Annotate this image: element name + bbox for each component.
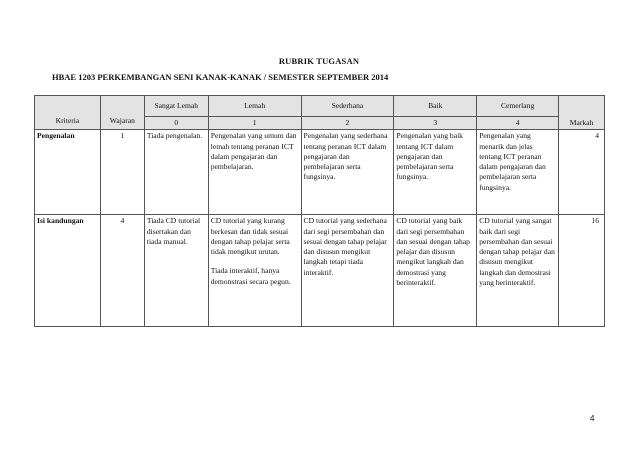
header-score: 4 [477,117,559,130]
header-score: 3 [394,117,477,130]
header-level: Lemah [208,96,301,117]
header-kriteria: Kriteria [35,96,101,130]
table-row [35,130,605,215]
rubric-cell: CD tutorial yang kurang berkesan dan tidak sesuai dengan tahap pelajar serta tidak mengikut urutan. Tiada interaktif, hanya demonstrasi secara pegun. [208,215,301,327]
header-wajaran: Wajaran [100,96,144,130]
row-kriteria: Isi kandungan [35,215,101,327]
rubric-cell: Tiada pengenalan. [144,130,208,215]
header-level: Sederhana [301,96,394,117]
rubric-table [34,95,605,327]
header-level: Cemerlang [477,96,559,117]
header-score: 1 [208,117,301,130]
header-score: 0 [144,117,208,130]
document-subtitle: HBAE 1203 PERKEMBANGAN SENI KANAK-KANAK / SEMESTER SEPTEMBER 2014 [52,72,389,82]
rubric-cell: Tiada CD tutorial disertakan dan tiada manual. [144,215,208,327]
row-wajaran: 1 [100,130,144,215]
rubric-cell: Pengenalan yang sederhana tentang peranan ICT dalam pengajaran dan pembelajaran serta fungsinya. [301,130,394,215]
document-title: RUBRIK TUGASAN [278,56,360,66]
rubric-cell: Pengenalan yang baik tentang ICT dalam pengajaran dan pembelajaran serta fungsinya. [394,130,477,215]
table-row [35,215,605,327]
header-row-levels [35,96,605,117]
header-level: Baik [394,96,477,117]
header-score: 2 [301,117,394,130]
row-wajaran: 4 [100,215,144,327]
rubric-cell: Pengenalan yang menarik dan jelas tentang ICT peranan dalam pengajaran dan pembelajaran serta fungsinya. [477,130,559,215]
row-kriteria: Pengenalan [35,130,101,215]
row-markah: 16 [559,215,605,327]
page-number: 4 [590,414,595,423]
rubric-cell: Pengenalan yang umum dan lemah tentang peranan ICT dalam pengajaran dan pembelajaran. [208,130,301,215]
header-markah: Markah [559,96,605,130]
rubric-cell: CD tutorial yang sederhana dari segi persembahan dan sesuai dengan tahap pelajar dan disusun mengikut langkah tetapi tiada interaktif. [301,215,394,327]
rubric-cell: CD tutorial yang sangat baik dari segi persembahan dan sesuai dengan tahap pelajar dan disusun mengikut langkah dan demostrasi yang berinteraktif. [477,215,559,327]
header-level: Sangat Lemah [144,96,208,117]
row-markah: 4 [559,130,605,215]
rubric-cell: CD tutorial yang baik dari segi persembahan dan sesuai dengan tahap pelajar dan disusun mengikut langkah dan demostrasi yang berinteraktif. [394,215,477,327]
